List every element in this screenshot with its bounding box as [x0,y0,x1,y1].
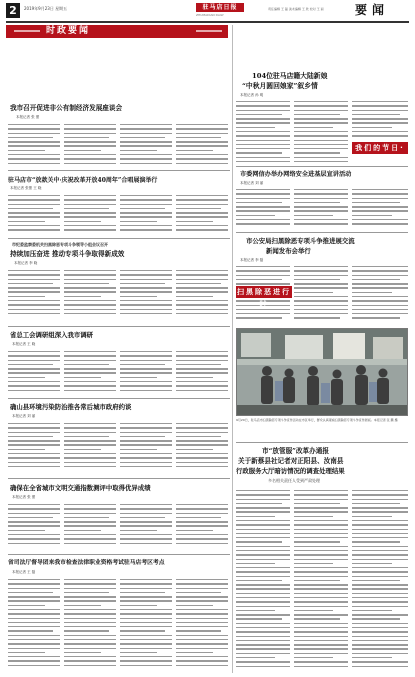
article-body [176,504,228,550]
gang-strip: 扫黑除恶进行时 [237,288,291,308]
article-headline-line3: 行政服务大厅暗访情况的调查处理结果 [236,467,345,475]
article-byline: 本报记者 张 蕾 [12,495,36,499]
article-subhead: 多名相关责任人受到严肃处理 [268,478,320,483]
article-body [352,266,408,324]
article-body [176,270,228,320]
article-headline: 市公安局扫黑除恶专项斗争推进展交流 [246,237,355,245]
column-divider [232,25,233,673]
article-body [236,189,290,229]
article-body [294,101,348,165]
article-byline: 本报记者 孙 明 [240,93,264,97]
article-headline: 确保在全省城市文明交通指数测评中取得优异成绩 [10,484,151,492]
article-headline: 市委网信办举办网络安全进基层宣讲活动 [240,171,352,178]
article-body [176,579,228,671]
banner-ornament-right [196,30,222,32]
article-byline: 本报记者 李 晓 [14,261,38,265]
article-body [120,579,172,671]
divider [8,478,230,479]
article-body [8,579,60,671]
article-headline: 省司法厅督导团来我市检查法律职业资格考试驻马店考区考点 [8,560,165,566]
article-body [64,351,116,393]
article-body [176,351,228,393]
article-body [120,270,172,320]
article-headline: 省总工会调研组深入我市调研 [10,331,94,339]
article-headline-line2: 关于新蔡县社记者对正阳县、汝南县 [238,457,344,465]
masthead-rule [6,21,409,23]
article-byline: 本报记者 刘 丽 [240,181,264,185]
article-body [294,266,348,324]
article-byline: 本报记者 张 蕾 [16,115,40,119]
section-title: 要闻 [354,3,389,17]
article-body [120,423,172,473]
page-number: 2 [6,3,20,18]
divider [8,170,230,171]
article-body [64,504,116,550]
article-body [64,270,116,320]
divider [8,554,230,555]
article-body [352,490,408,672]
article-body [8,504,60,550]
article-body [236,101,290,165]
photo-illustration [237,329,408,416]
article-body [8,423,60,473]
photo-caption: 9月20日，驻马店市扫黑除恶专项斗争宣传活动在市区举行，群众认真观看扫黑除恶专项斗争宣传展板。本报记者 张 鹏 摄 [236,418,398,422]
article-headline: 确山县环境污染防治推各常后城市政府约谈 [10,403,132,411]
article-headline: 104位驻马店籍大陆新娘 [252,72,328,80]
article-body [120,124,172,168]
article-body [120,504,172,550]
article-body [8,195,60,235]
newspaper-pinyin: ZHUMADIAN DAILY [196,13,224,17]
divider [8,238,230,239]
section-banner [6,25,228,38]
article-headline: 驻马店市“放款关中·庆祝改革开放40周年”合唱展演举行 [8,177,158,184]
article-body [8,270,60,320]
divider [8,398,230,399]
banner-title: 时政要闻 [46,26,91,36]
divider [236,166,408,167]
article-byline: 本报记者 王 磊 [12,570,36,574]
masthead [6,3,409,23]
editors-line: 责任编辑 王 磊 美术编辑 王 欣 校对 王 丽 [268,7,324,11]
article-headline: 市“放管服”改革办通报 [262,447,329,455]
article-byline: 本报记者 李 磊 [240,258,264,262]
banner-ornament-left [14,30,40,32]
article-body [64,195,116,235]
article-body [294,189,348,229]
divider [236,232,408,233]
article-body [176,195,228,235]
divider [8,326,230,327]
article-body [352,189,408,229]
news-photo [236,328,408,416]
article-byline: 本报记者 张蕾 王 晓 [10,186,42,190]
article-body [176,124,228,168]
article-headline: 持续加压奋进 推动专项斗争取得新成效 [10,250,125,258]
article-body [64,579,116,671]
article-body [8,124,60,168]
festival-strip: 我们的节日·中秋 [352,142,408,154]
article-body [64,423,116,473]
article-byline: 本报记者 王 晓 [12,342,36,346]
article-kicker: 市纪委监察委机关扫黑除恶专项斗争领导小组会议召开 [12,242,108,247]
article-body [64,124,116,168]
article-headline: 我市召开促进非公有制经济发展座谈会 [10,104,123,112]
article-body [352,101,408,139]
article-body [176,423,228,473]
article-body [8,351,60,393]
article-body [294,490,348,672]
article-byline: 本报记者 刘 丽 [12,414,36,418]
newspaper-logo: 驻马店日报 [196,3,244,12]
article-body [120,351,172,393]
date-line: 2019年9月23日 星期五 [24,6,68,11]
divider [236,442,408,443]
article-headline-line2: 新闻发布会举行 [266,247,311,255]
article-headline-line2: “中秋月圆回娘家”叙乡情 [242,82,318,90]
article-body [236,490,290,672]
article-body [120,195,172,235]
